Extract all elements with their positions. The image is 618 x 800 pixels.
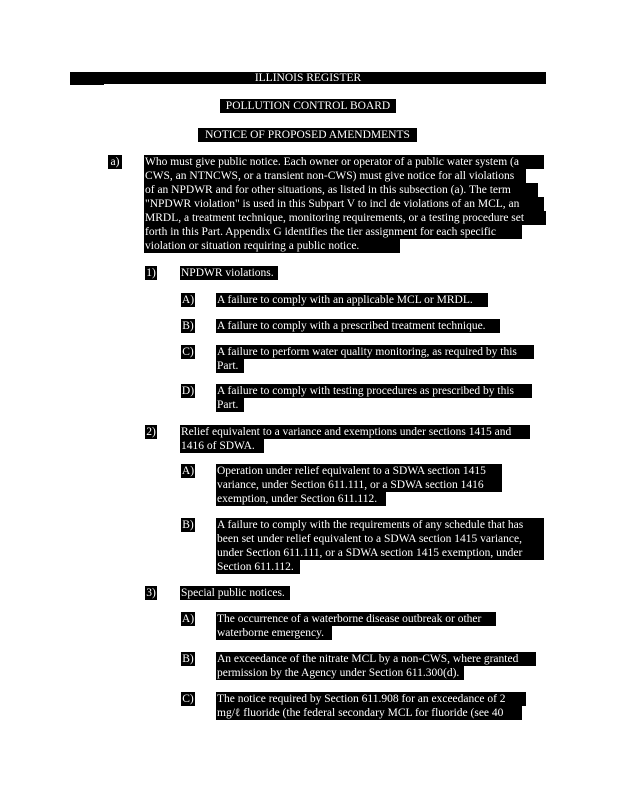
item-1d-text-line: Part.: [216, 398, 244, 412]
section-a-line: MRDL, a treatment technique, monitoring requirements, or a testing procedure set: [144, 211, 546, 225]
item-1c-label: C): [182, 346, 194, 358]
item-3-heading: Special public notices.: [180, 586, 290, 600]
item-2b-label: B): [182, 519, 194, 531]
section-a-line: of an NPDWR and for other situations, as listed in this subsection (a). The term: [144, 183, 538, 197]
item-2b-text-line: been set under relief equivalent to a SDWA section 1415 variance,: [216, 532, 544, 546]
item-2a-text-line: variance, under Section 611.111, or a SDWA section 1416: [216, 478, 502, 492]
item-2-label: 2): [146, 426, 156, 438]
section-a-label: a): [108, 155, 122, 169]
item-3c-label: C): [182, 693, 194, 705]
item-1-label: 1): [146, 267, 156, 279]
section-a-line: forth in this Part. Appendix G identifies the tier assignment for each specific: [144, 225, 522, 239]
item-1c-text-line: Part.: [216, 359, 244, 373]
item-2b-text-line: under Section 611.111, or a SDWA section 1415 exemption, under: [216, 546, 544, 560]
section-a-line: "NPDWR violation" is used in this Subpart V to incl de violations of an MCL, an: [144, 197, 544, 211]
item-3c-text-line: The notice required by Section 611.908 for an exceedance of 2: [216, 692, 526, 706]
item-2-heading-line: 1416 of SDWA.: [180, 439, 264, 453]
item-1c-text-line: A failure to perform water quality monitoring, as required by this: [216, 345, 534, 359]
item-1d-text-line: A failure to comply with testing procedures as prescribed by this: [216, 384, 532, 398]
item-2a-label: A): [181, 465, 195, 477]
item-3c-text-line: mg/ℓ fluoride (the federal secondary MCL for fluoride (see 40: [216, 706, 522, 720]
item-3b-text-line: permission by the Agency under Section 611.300(d).: [216, 666, 464, 680]
item-1d-label: D): [181, 385, 195, 397]
item-3b-label: B): [182, 653, 194, 665]
item-2-heading-line: Relief equivalent to a variance and exemptions under sections 1415 and: [180, 425, 530, 439]
item-3-label: 3): [146, 587, 156, 599]
item-1b-label: B): [182, 320, 194, 332]
item-3a-text-line: waterborne emergency.: [216, 626, 332, 640]
item-1a-text: A failure to comply with an applicable MCL or MRDL.: [216, 293, 488, 307]
board-title: POLLUTION CONTROL BOARD: [220, 99, 396, 113]
section-a-line: Who must give public notice. Each owner or operator of a public water system (a: [144, 155, 544, 169]
item-3a-text-line: The occurrence of a waterborne disease outbreak or other: [216, 612, 496, 626]
notice-title: NOTICE OF PROPOSED AMENDMENTS: [198, 128, 417, 142]
item-2b-text-line: Section 611.112.: [216, 560, 300, 574]
item-1a-label: A): [181, 294, 195, 306]
item-3b-text-line: An exceedance of the nitrate MCL by a non-CWS, where granted: [216, 652, 536, 666]
item-2a-text-line: exemption, under Section 611.112.: [216, 492, 386, 506]
item-1-heading: NPDWR violations.: [180, 266, 278, 280]
section-a-line: violation or situation requiring a public notice.: [144, 239, 400, 253]
item-2b-text-line: A failure to comply with the requirements of any schedule that has: [216, 518, 544, 532]
register-title: ILLINOIS REGISTER: [254, 72, 362, 84]
item-1b-text: A failure to comply with a prescribed treatment technique.: [216, 319, 500, 333]
item-3a-label: A): [181, 613, 195, 625]
section-a-line: CWS, an NTNCWS, or a transient non-CWS) must give notice for all violations: [144, 169, 526, 183]
item-2a-text-line: Operation under relief equivalent to a SDWA section 1415: [216, 464, 502, 478]
